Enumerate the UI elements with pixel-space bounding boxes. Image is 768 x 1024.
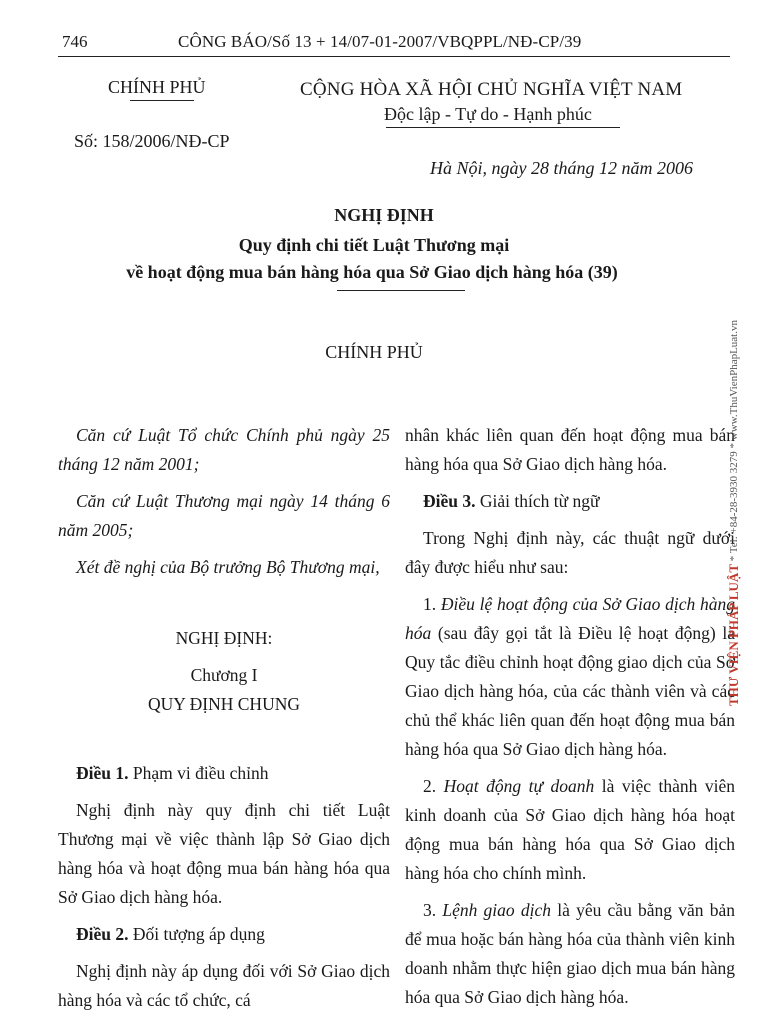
issuer-heading: CHÍNH PHỦ: [325, 342, 423, 362]
article-3-title: Giải thích từ ngữ: [475, 491, 600, 511]
definition-1-term: Điều lệ hoạt động của Sở Giao dịch hàng hóa: [405, 594, 736, 643]
definition-3-term: Lệnh giao dịch: [442, 900, 552, 920]
legal-basis-1: Căn cứ Luật Tổ chức Chính phủ ngày 25 tháng 12 năm 2001;: [58, 425, 390, 474]
article-3-label: Điều 3.: [423, 491, 476, 511]
motto-underline: [386, 127, 620, 128]
page-number: 746: [62, 32, 88, 51]
document-title-line1: Quy định chi tiết Luật Thương mại: [238, 235, 510, 255]
article-2-continuation: nhân khác liên quan đến hoạt động mua bán hàng hóa qua Sở Giao dịch hàng hóa.: [405, 425, 735, 474]
article-2-text: Nghị định này áp dụng đối với Sở Giao dịch hàng hóa và các tổ chức, cá: [58, 961, 390, 1010]
article-1-heading: [58, 759, 390, 788]
document-title-line2: về hoạt động mua bán hàng hóa qua Sở Giao dịch hàng hóa (39): [126, 262, 618, 282]
article-3-heading: [405, 487, 735, 516]
right-column: [405, 421, 735, 1012]
definition-3-text: là yêu cầu bằng văn bản để mua hoặc bán hàng hóa của thành viên kinh doanh nhằm thực hiện giao dịch mua bán hàng hóa qua Sở Giao dịch hàng hóa.: [405, 900, 736, 1007]
watermark-text: [726, 320, 742, 706]
article-3-intro: Trong Nghị định này, các thuật ngữ dưới đây được hiểu như sau:: [405, 528, 735, 577]
document-number: Số: 158/2006/NĐ-CP: [74, 131, 230, 151]
article-2-title: Đối tượng áp dụng: [128, 924, 265, 944]
definition-2: [405, 772, 735, 888]
issuing-agency: CHÍNH PHỦ: [108, 77, 206, 97]
definition-2-term: Hoạt động tự doanh: [443, 776, 595, 796]
chapter-number: Chương I: [190, 665, 258, 685]
nation-name: CỘNG HÒA XÃ HỘI CHỦ NGHĨA VIỆT NAM: [300, 79, 683, 100]
definition-3-number: 3.: [423, 900, 443, 920]
chapter-title: QUY ĐỊNH CHUNG: [148, 694, 300, 714]
national-motto: Độc lập - Tự do - Hạnh phúc: [384, 104, 592, 124]
definition-1-text: (sau đây gọi tắt là Điều lệ hoạt động) là Quy tắc điều chỉnh hoạt động giao dịch của Sở Giao dịch hàng hóa, của các thành viên và các chủ thể khác liên quan đến hoạt động mua bán hàng hóa qua Sở Giao dịch hàng hóa.: [405, 623, 735, 759]
definition-3: [405, 896, 735, 1012]
left-column: [58, 421, 390, 1015]
header-rule: [58, 56, 730, 57]
article-2-label: Điều 2.: [76, 924, 129, 944]
article-1-label: Điều 1.: [76, 763, 129, 783]
definition-2-number: 2.: [423, 776, 444, 796]
definition-1: [405, 590, 735, 764]
agency-underline: [130, 100, 194, 101]
document-type: NGHỊ ĐỊNH: [334, 205, 434, 225]
decree-heading: NGHỊ ĐỊNH:: [175, 628, 273, 648]
legal-basis-2: Căn cứ Luật Thương mại ngày 14 tháng 6 năm 2005;: [58, 491, 390, 540]
article-2-heading: [58, 920, 390, 949]
title-underline: [337, 290, 465, 291]
article-1-title: Phạm vi điều chỉnh: [128, 763, 269, 783]
definition-2-text: là việc thành viên kinh doanh của Sở Giao dịch hàng hóa hoạt động mua bán hàng hóa qua Sở Giao dịch hàng hóa cho chính mình.: [405, 776, 735, 883]
watermark-brand: THƯ VIỆN PHÁP LUẬT: [726, 564, 741, 706]
article-1-text: Nghị định này quy định chi tiết Luật Thương mại về việc thành lập Sở Giao dịch hàng hóa và hoạt động mua bán hàng hóa qua Sở Giao dịch hàng hóa.: [58, 800, 390, 907]
legal-basis-3: Xét đề nghị của Bộ trưởng Bộ Thương mại,: [76, 557, 380, 577]
gazette-header: CÔNG BÁO/Số 13 + 14/07-01-2007/VBQPPL/NĐ-CP/39: [178, 32, 582, 51]
definition-1-number: 1.: [423, 594, 441, 614]
place-date: Hà Nội, ngày 28 tháng 12 năm 2006: [430, 158, 693, 178]
side-watermark: [726, 320, 768, 760]
watermark-contact: * Tel: +84-28-3930 3279 * www.ThuVienPhapLuat.vn: [728, 320, 740, 564]
